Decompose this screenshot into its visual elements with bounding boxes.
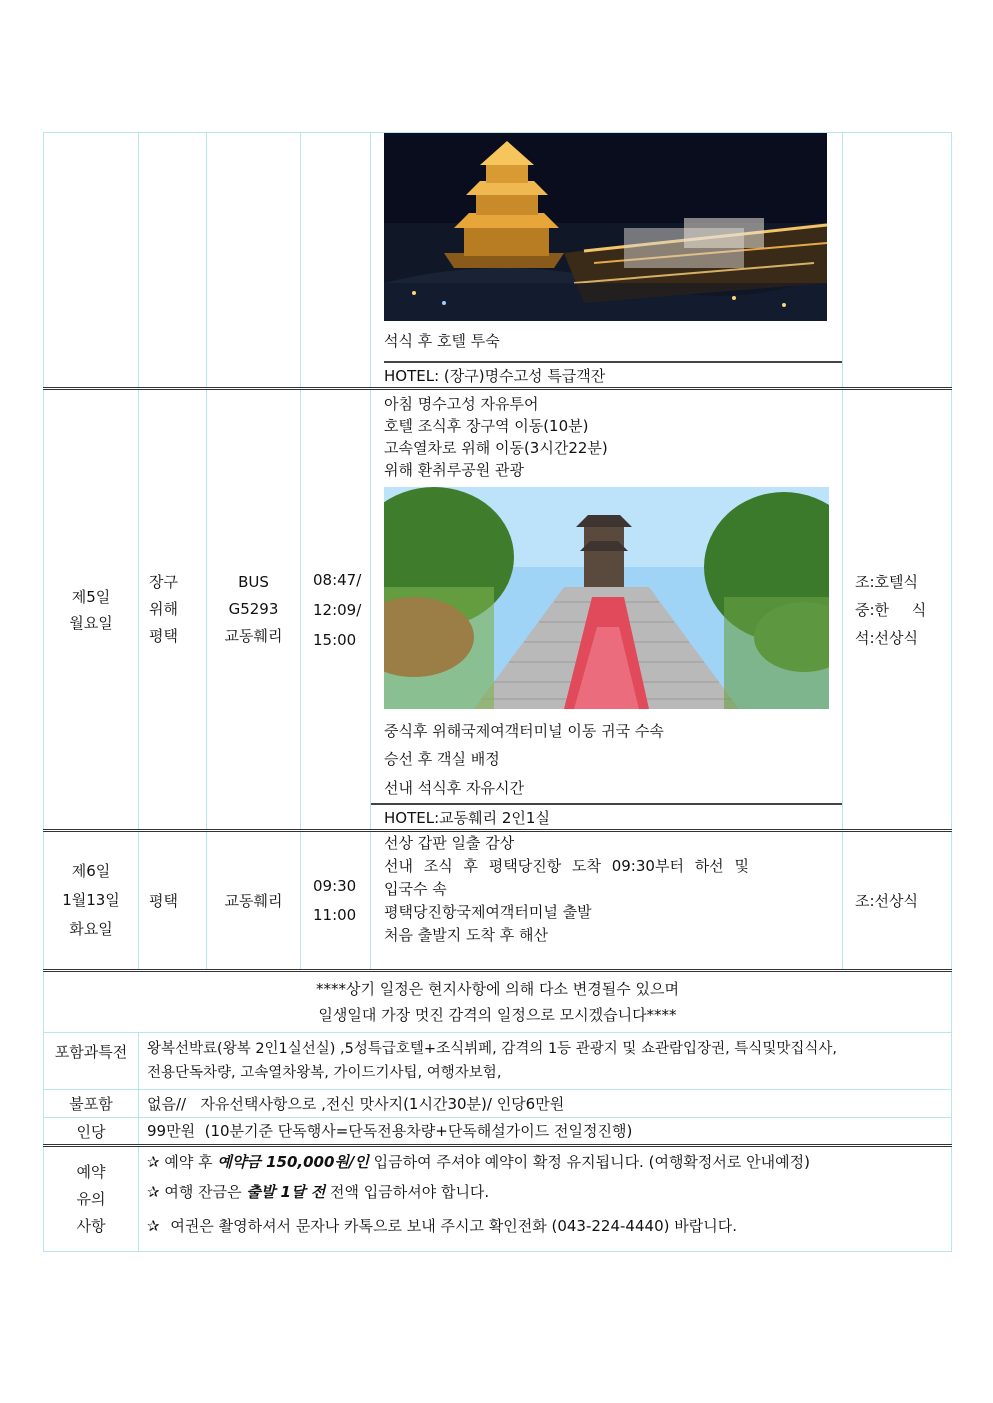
booking-note-2-a: 여행 잔금은 <box>164 1183 242 1201</box>
booking-deposit: 예약금 150,000원/인 <box>217 1153 369 1171</box>
star-icon: ✰ <box>147 1183 160 1201</box>
day5-day: 제5일 <box>71 587 111 606</box>
day5-meal-cell <box>843 389 952 831</box>
day6-weekday: 화요일 <box>69 920 113 938</box>
included-row <box>44 1033 952 1090</box>
day6-meal: 조:선상식 <box>855 892 919 910</box>
day6-row <box>44 831 952 971</box>
day5-activity-cell <box>371 389 843 831</box>
day5-place-1: 장구 <box>149 573 178 591</box>
booking-note-2 <box>147 1175 951 1209</box>
day5-activity-7: 선내 석식후 자유시간 <box>384 779 524 797</box>
day6-place-cell <box>139 831 207 971</box>
included-label: 포함과특전 <box>44 1033 139 1090</box>
booking-label-cell <box>44 1146 139 1252</box>
day5-time-3: 15:00 <box>313 630 357 649</box>
star-icon: ✰ <box>147 1217 160 1235</box>
notice-cell <box>44 971 952 1033</box>
day5-place-2: 위해 <box>149 600 178 618</box>
day4-tail-row <box>44 133 952 389</box>
day4-hotel: HOTEL: (장구)명수고성 특급객잔 <box>384 361 842 387</box>
day6-date-cell <box>44 831 139 971</box>
day5-activity-4: 위해 환취루공원 관광 <box>384 461 524 479</box>
notice-line-2: 일생일대 가장 멋진 감격의 일정으로 모시겠습니다**** <box>318 1006 677 1024</box>
price-label: 인당 <box>44 1118 139 1146</box>
day6-transport: 교동훼리 <box>224 892 283 910</box>
booking-label-3: 사항 <box>76 1216 106 1235</box>
day5-time-2: 12:09/ <box>313 600 362 619</box>
price-text: 99만원 (10분기준 단독행사=단독전용차량+단독해설가이드 전일정진행) <box>139 1118 952 1146</box>
booking-note-1 <box>147 1149 951 1175</box>
star-icon: ✰ <box>147 1153 160 1171</box>
day5-transport-cell <box>207 389 301 831</box>
excluded-text: 없음// 자유선택사항으로 ,전신 맛사지(1시간30분)/ 인당6만원 <box>139 1090 952 1118</box>
day5-activity-5: 중식후 위해국제여객터미널 이동 귀국 수속 <box>384 722 664 740</box>
day6-activity-4: 평택당진항국제여객터미널 출발 <box>384 903 592 921</box>
day6-time-2: 11:00 <box>313 905 357 924</box>
booking-note-1-a: 예약 후 <box>164 1153 213 1171</box>
booking-note-3 <box>147 1209 951 1243</box>
booking-note-2-c: 전액 입금하셔야 합니다. <box>329 1183 490 1201</box>
day6-place: 평택 <box>149 892 178 910</box>
day5-hotel: HOTEL:교동훼리 2인1실 <box>371 803 842 829</box>
day6-activity-2: 선내 조식 후 평택당진항 도착 09:30부터 하선 및 <box>384 857 749 875</box>
booking-label-2: 유의 <box>76 1189 106 1208</box>
day5-meal-1: 조:호텔식 <box>855 572 919 591</box>
included-cell <box>139 1033 952 1090</box>
day5-row <box>44 389 952 831</box>
day5-activity-2: 호텔 조식후 장구역 이동(10분) <box>384 417 589 435</box>
excluded-label: 불포함 <box>44 1090 139 1118</box>
day6-meal-cell <box>843 831 952 971</box>
day4-activity: 석식 후 호텔 투숙 <box>384 332 500 350</box>
day6-activity-cell <box>371 831 843 971</box>
day6-transport-cell <box>207 831 301 971</box>
notice-line-1: ****상기 일정은 현지사항에 의해 다소 변경될수 있으며 <box>316 980 679 998</box>
price-row <box>44 1118 952 1146</box>
night-pavilion-photo <box>384 133 827 321</box>
booking-label-1: 예약 <box>76 1162 106 1181</box>
day6-day: 제6일 <box>71 862 111 880</box>
day5-activity-3: 고속열차로 위해 이동(3시간22분) <box>384 439 608 457</box>
booking-note-3-text: 여권은 촬영하셔서 문자나 카톡으로 보내 주시고 확인전화 (043-224-4440) 바랍니다. <box>170 1217 737 1235</box>
day5-activity-6: 승선 후 객실 배정 <box>384 750 500 768</box>
day6-activity-1: 선상 갑판 일출 감상 <box>384 834 515 852</box>
day4-activity-cell <box>371 133 843 389</box>
day5-meal-3: 석:선상식 <box>855 628 919 647</box>
day6-time-cell <box>301 831 371 971</box>
day5-place-cell <box>139 389 207 831</box>
booking-note-1-c: 입금하여 주셔야 예약이 확정 유지됩니다. (여행확정서로 안내예정) <box>373 1153 810 1171</box>
day5-time-1: 08:47/ <box>313 570 362 589</box>
day5-place-3: 평택 <box>149 627 178 645</box>
day5-transport-1: BUS <box>238 573 269 591</box>
day5-transport-3: 교동훼리 <box>224 627 283 645</box>
booking-notes-cell <box>139 1146 952 1252</box>
day5-transport-2: G5293 <box>228 600 279 618</box>
day6-activity-3: 입국수 속 <box>384 880 447 898</box>
day5-time-cell <box>301 389 371 831</box>
booking-balance-deadline: 출발 1달 전 <box>246 1183 326 1201</box>
day5-date-cell <box>44 389 139 831</box>
excluded-row <box>44 1090 952 1118</box>
notice-row <box>44 971 952 1033</box>
day6-time-1: 09:30 <box>313 876 357 895</box>
day5-activity-1: 아침 명수고성 자유투어 <box>384 395 539 413</box>
day5-weekday: 월요일 <box>69 613 113 632</box>
included-line-1: 왕복선박료(왕복 2인1실선실) ,5성특급호텔+조식뷔페, 감격의 1등 관광지 및 쇼관람입장권, 특식및맛집식사, <box>147 1041 837 1057</box>
day5-meal-2: 중:한 식 <box>855 600 927 619</box>
itinerary-table <box>43 132 952 1252</box>
included-line-2: 전용단독차량, 고속열차왕복, 가이드기사팁, 여행자보험, <box>147 1065 502 1081</box>
park-stairs-photo <box>384 487 829 709</box>
day6-date: 1월13일 <box>62 891 120 909</box>
booking-row <box>44 1146 952 1252</box>
day6-activity-5: 처음 출발지 도착 후 해산 <box>384 926 548 944</box>
itinerary-document <box>43 132 951 1252</box>
